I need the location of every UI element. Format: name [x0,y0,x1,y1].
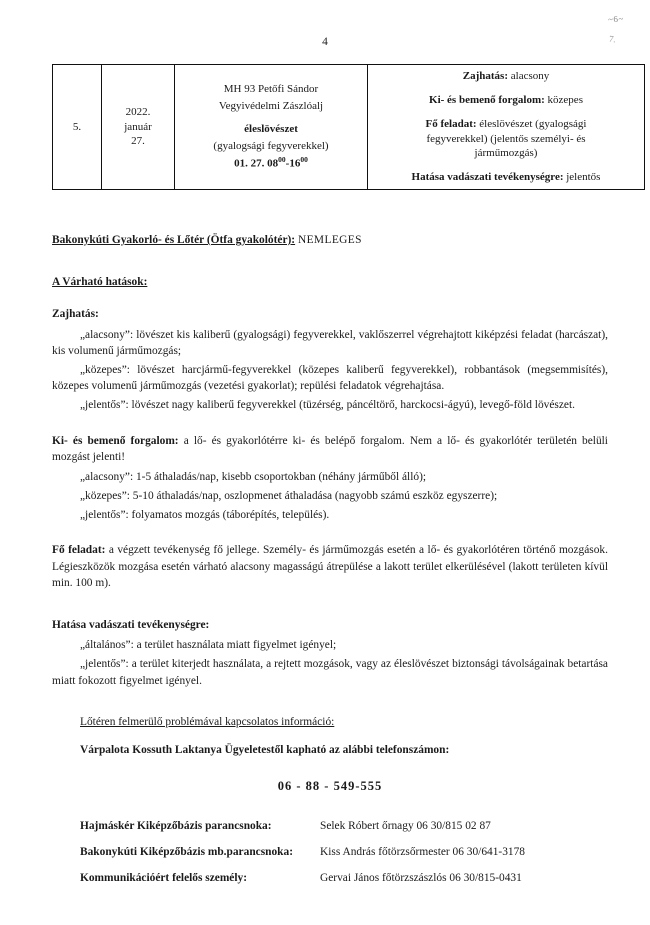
contacts-table [80,818,636,897]
time-prefix: 01. 27. 08 [234,158,279,171]
time-sup-end: 00 [300,155,308,165]
page-number: 4 [322,36,328,48]
traffic-high-desc: „jelentős”: folyamatos mozgás (táborépítés, település). [80,509,330,522]
effect-noise [373,69,639,84]
main-task-definition [52,542,608,591]
effect-task [373,117,639,162]
negative-range-value: NEMLEGES [297,234,362,246]
time-sup-start: 00 [278,155,286,165]
activity-type: éleslövészet [244,122,298,135]
effect-traffic-label: Ki- és bemenő forgalom: [429,93,545,106]
contact-person: Gervai János főtörzszászlós 06 30/815-0431 [320,872,522,885]
contact-row [80,870,636,896]
effect-task-value-2: fegyverekkel) (jelentős személyi- és [426,132,586,145]
effect-hunting-label: Hatása vadászati tevékenységre: [411,171,564,184]
contact-role: Kommunikációért felelős személy: [80,872,248,885]
contact-person: Selek Róbert őrnagy 06 30/815 02 87 [320,819,491,832]
effect-task-value-3: járműmozgás) [474,147,538,160]
negative-range-statement [52,232,608,248]
unit-name-line1: MH 93 Petőfi Sándor [223,83,319,96]
effect-hunting-value: jelentős [566,171,601,184]
corner-annotation-secondary: 7. [608,33,617,45]
traffic-intro: a lő- és gyakorlótérre ki- és belépő forgalom. Nem a lő- és gyakorlótér területén belüli mozgást jelenti! [52,434,608,463]
date-month: január [124,120,152,133]
duty-office-line: Várpalota Kossuth Laktanya Ügyeletestől kapható az alábbi telefonszámon: [80,743,450,756]
expected-effects-title: A Várható hatások: [52,276,148,289]
contact-person: Kiss András főtörzsőrmester 06 30/641-3178 [320,846,526,859]
duty-phone-number: 06 - 88 - 549-555 [277,779,383,794]
date-year: 2022. [125,105,151,118]
hunting-significant-desc: „jelentős”: a terület kiterjedt használata, a rejtett mozgások, vagy az éleslövészet biztonsági távolságainak betartása miatt fokozott figyelmet igényel. [52,658,608,687]
effect-noise-value: alacsony [510,70,550,82]
traffic-term: Ki- és bemenő forgalom: [52,434,179,447]
effect-traffic-value: közepes [547,93,583,106]
noise-high-desc: „jelentős”: lövészet nagy kaliberű fegyverekkel (tüzérség, páncéltörő, harckocsi-ágyú), levegő-föld lövészet. [80,399,575,412]
corner-annotation: ~6~ [607,13,625,25]
contact-row [80,844,636,870]
effect-task-label: Fő feladat: [425,117,477,130]
main-task-text: a végzett tevékenység fő jellege. Személy- és járműmozgás esetén a lő- és gyakorlótéren történő mozgások. Légieszközök mozgása esetén várható alacsony magasságú átrepülése a lakott terület elkerülésével (lakott területen kívül min. 100 m). [52,544,608,589]
hunting-general-desc: „általános”: a terület használata miatt figyelmet igényel; [80,639,337,652]
contact-role: Hajmáskér Kiképzőbázis parancsnoka: [80,819,272,832]
date-day: 27. [131,135,145,148]
row-date [102,65,175,190]
unit-name-line2: Vegyivédelmi Zászlóalj [218,99,324,112]
contact-row [80,818,636,844]
effect-hunting [373,170,639,185]
document-body [52,232,608,896]
noise-term: Zajhatás: [52,308,99,321]
traffic-medium-desc: „közepes”: 5-10 áthaladás/nap, oszlopmenet áthaladása (nagyobb számú eszköz egyszerre); [80,490,498,503]
activity-weapon: (gyalogsági fegyverekkel) [213,139,329,152]
schedule-table [52,64,645,190]
contact-role: Bakonykúti Kiképzőbázis mb.parancsnoka: [80,846,293,859]
noise-low-desc: „alacsony”: lövészet kis kaliberű (gyalogsági) fegyverekkel, vaklőszerrel végrehajtott kiképzési feladat (harcászat), kis volumenű járműmozgás; [52,328,608,357]
main-task-term: Fő feladat: [52,544,106,557]
time-mid: -16 [285,158,301,171]
noise-medium-desc: „közepes”: lövészet harcjármű-fegyverekkel (közepes kaliberű fegyverekkel), robbantások (megsemmisítés), közepes volumenű járműmozgás (vezetési gyakorlat); repülési feladatok végrehajtása. [52,363,608,393]
effect-traffic [373,93,639,108]
traffic-definition [52,433,608,465]
effect-noise-label: Zajhatás: [462,70,508,82]
effect-task-value-1: éleslövészet (gyalogsági [479,117,587,130]
hunting-term: Hatása vadászati tevékenységre: [52,619,210,631]
table-row [53,65,645,190]
activity-time [180,155,362,172]
traffic-low-desc: „alacsony”: 1-5 áthaladás/nap, kisebb csoportokban (néhány járműből álló); [80,470,427,483]
row-number: 5. [53,65,102,190]
row-unit [175,65,368,190]
contact-info-heading: Lőtéren felmerülő problémával kapcsolatos információ: [80,715,335,728]
row-effects [368,65,645,190]
negative-range-label: Bakonykúti Gyakorló- és Lőtér (Ötfa gyakolótér): [52,234,296,246]
